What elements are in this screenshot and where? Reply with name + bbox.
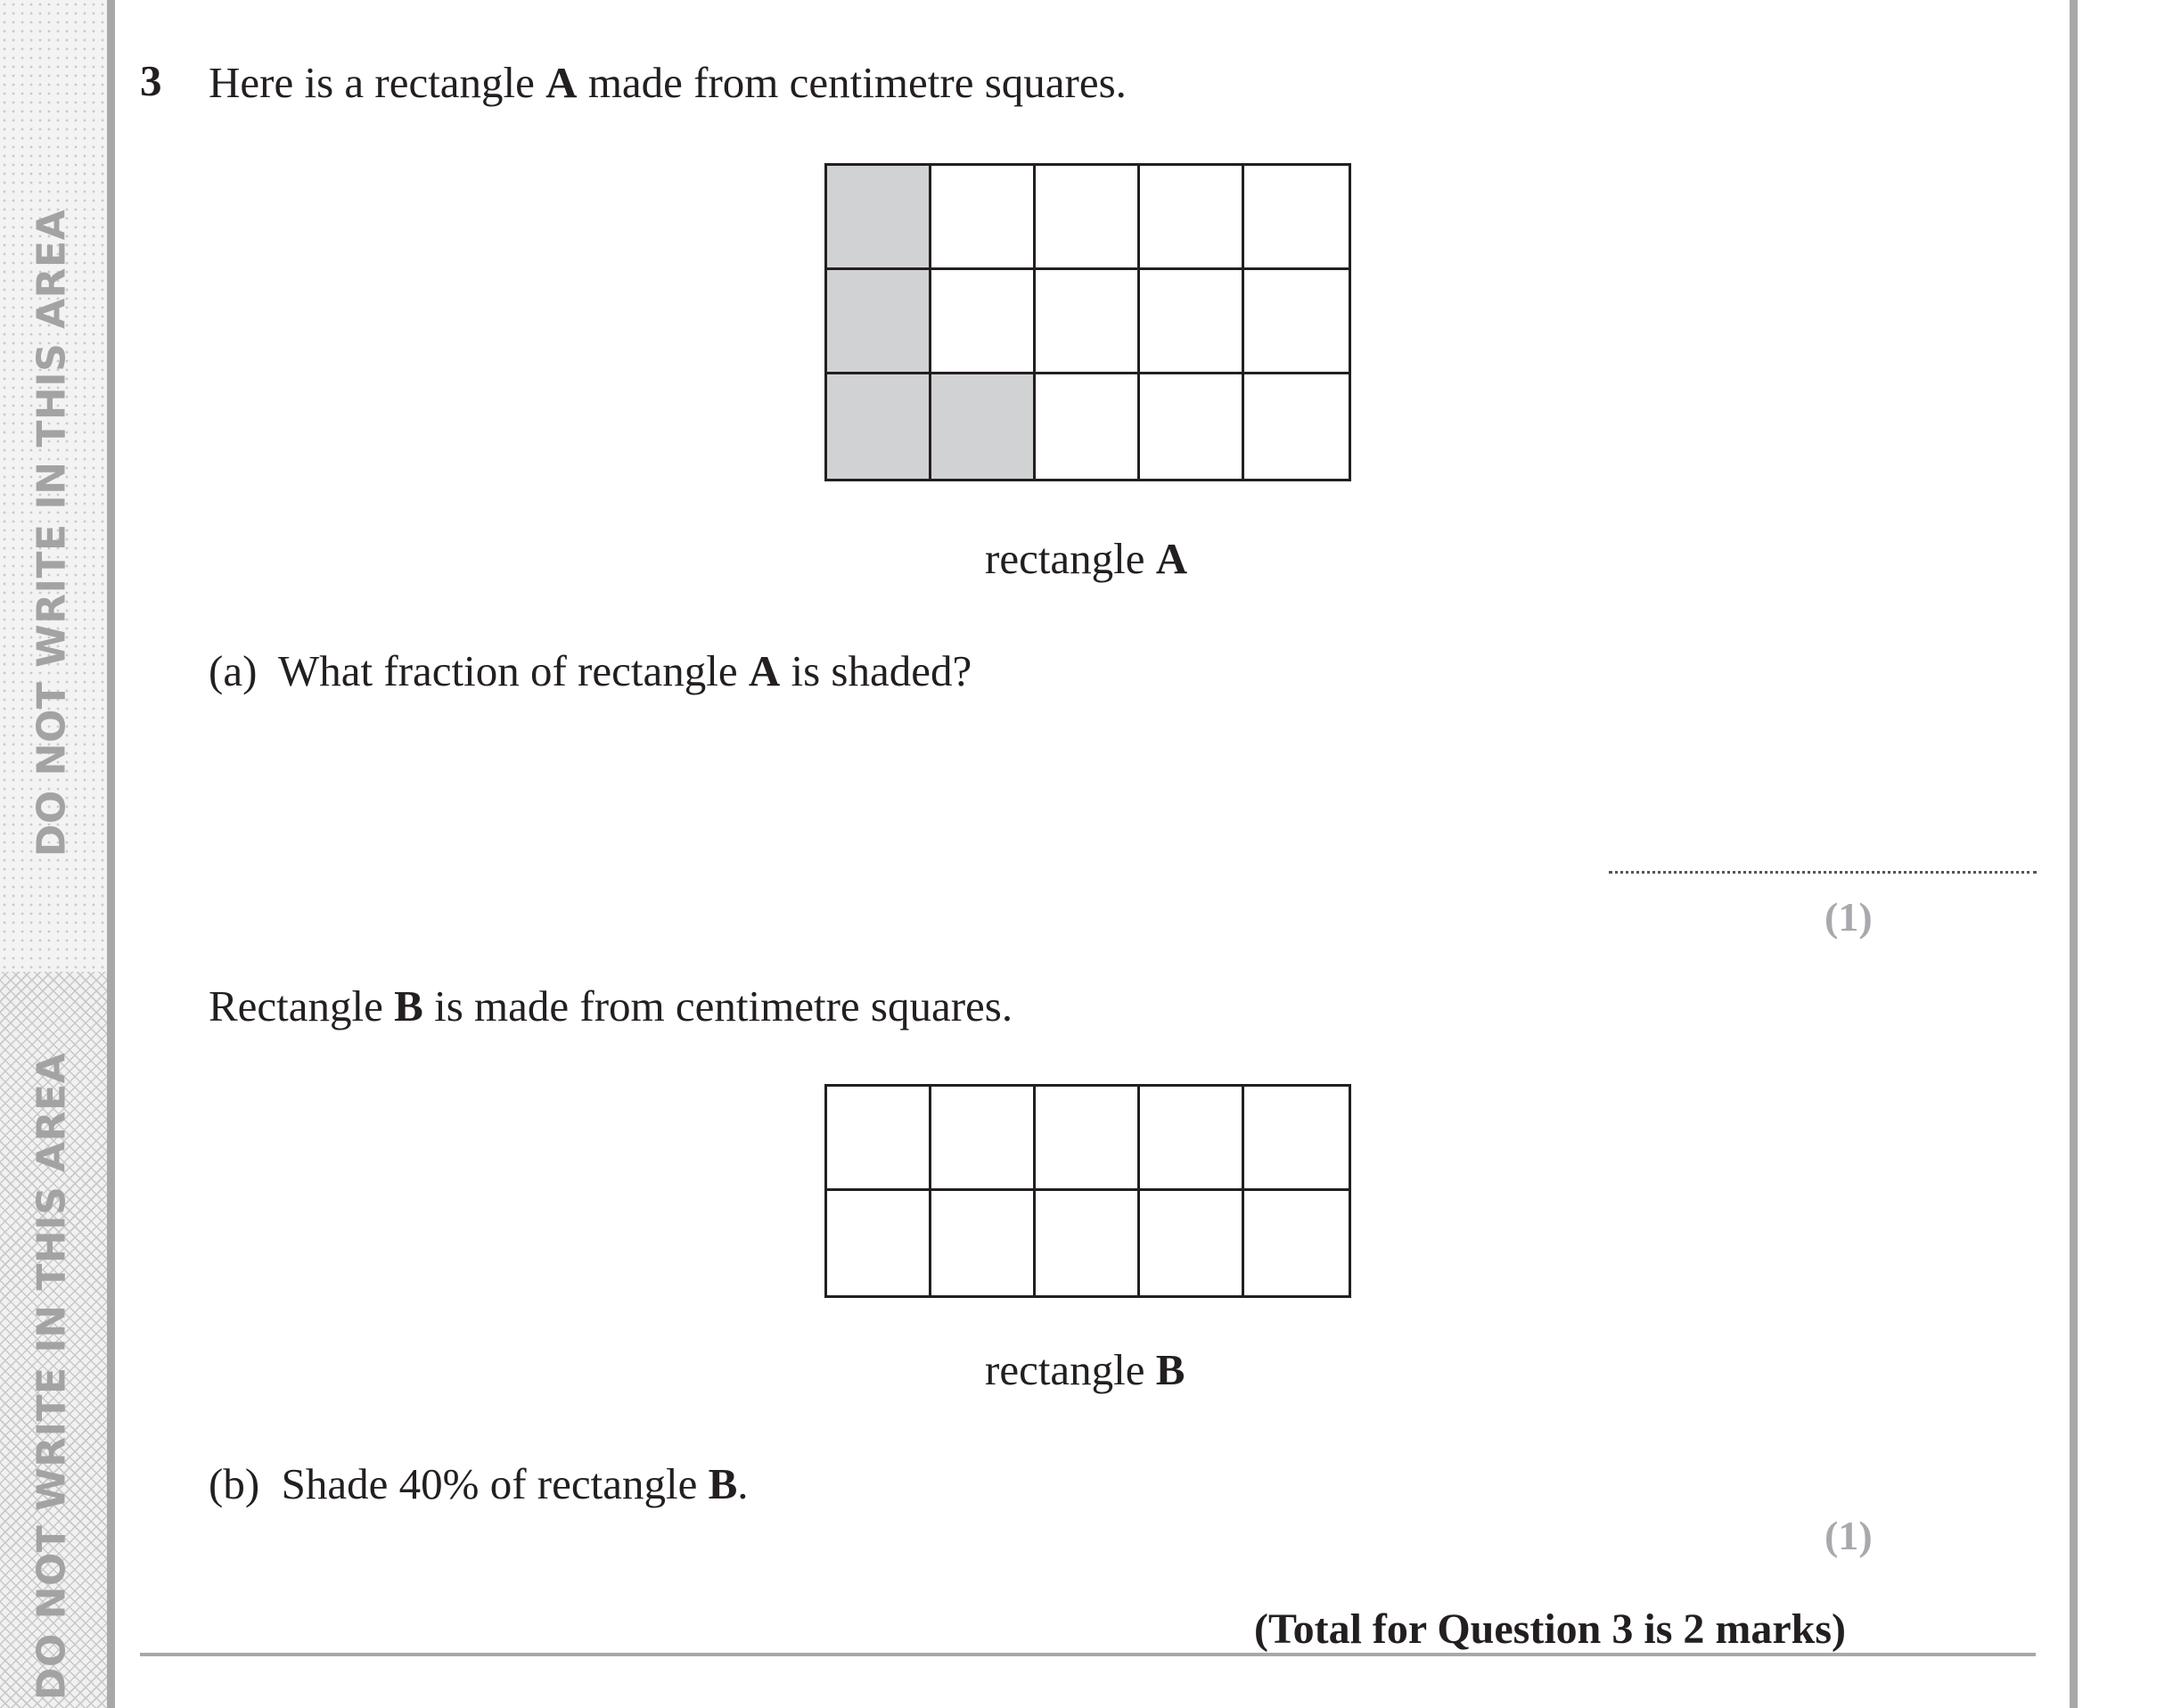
do-not-write-label-bottom: DO NOT WRITE IN THIS AREA [29,1052,75,1701]
rectangle-a-cell [827,270,931,374]
part-a-label: (a) [209,646,258,695]
question-total: (Total for Question 3 is 2 marks) [1254,1605,1847,1653]
rectangle-b-cell[interactable] [1036,1191,1140,1295]
rectangle-b-intro: Rectangle B is made from centimetre squares. [209,981,1013,1031]
rectangle-a-cell [931,270,1036,374]
part-b-question: (b) Shade 40% of rectangle B. [209,1459,749,1508]
rectangle-a-cell [1036,374,1140,479]
rectangle-a-cell [827,166,931,270]
rectangle-a-cell [1244,270,1349,374]
rectangle-a-grid [824,163,1351,481]
rectangle-b-label: rectangle B [985,1345,1185,1394]
rectangle-a-cell [1140,166,1244,270]
rectangle-b-cell[interactable] [931,1191,1036,1295]
rectangle-a-cell [1036,166,1140,270]
rectangle-a-cell [931,374,1036,479]
rectangle-a-cell [827,374,931,479]
rectangle-a-cell [1244,166,1349,270]
rectangle-b-cell[interactable] [827,1087,931,1191]
rectangle-a-label: rectangle A [985,534,1188,583]
rectangle-b-cell[interactable] [1140,1191,1244,1295]
rectangle-b-cell[interactable] [1244,1191,1349,1295]
rectangle-b-cell[interactable] [827,1191,931,1295]
rectangle-a-cell [1140,374,1244,479]
rectangle-b-cell[interactable] [1036,1087,1140,1191]
rectangle-a-cell [931,166,1036,270]
rectangle-a-cell [1244,374,1349,479]
rectangle-b-grid[interactable] [824,1084,1351,1298]
right-rule [2070,0,2078,1708]
question-intro: Here is a rectangle A made from centimetre squares. [209,58,1127,107]
rectangle-b-cell[interactable] [1140,1087,1244,1191]
rectangle-b-cell[interactable] [1244,1087,1349,1191]
do-not-write-label-top: DO NOT WRITE IN THIS AREA [29,209,75,858]
question-number: 3 [140,56,162,105]
part-a-marks: (1) [1824,894,1873,940]
rectangle-b-cell[interactable] [931,1087,1036,1191]
part-b-marks: (1) [1824,1513,1873,1558]
rectangle-a-cell [1036,270,1140,374]
margin-rule [107,0,115,1708]
part-b-label: (b) [209,1459,260,1508]
rectangle-a-cell [1140,270,1244,374]
part-a-answer-line[interactable] [1609,871,2037,874]
part-a-question: (a) What fraction of rectangle A is shaded? [209,646,972,695]
bottom-rule [140,1653,2036,1656]
